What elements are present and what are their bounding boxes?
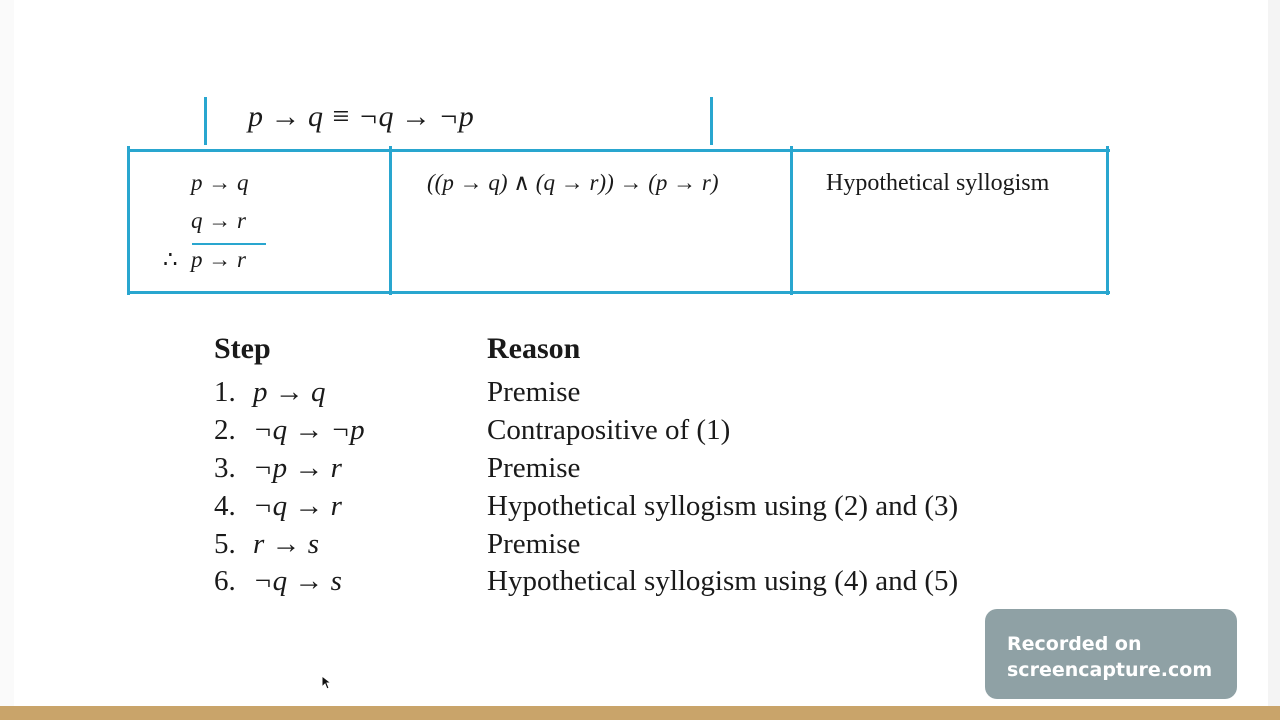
step-number: 3. (214, 452, 236, 484)
step-reason: Premise (487, 528, 581, 560)
recording-watermark (985, 609, 1237, 699)
therefore-symbol: ∴ (163, 247, 178, 272)
proof-row (0, 490, 1280, 528)
rule-premise-1: p → q (191, 170, 249, 195)
step-reason: Contrapositive of (1) (487, 414, 731, 446)
rule-premise-2: q → r (191, 208, 246, 233)
table-column-divider (389, 146, 392, 295)
step-column-header: Step (214, 332, 271, 365)
step-formula: p → q (253, 376, 326, 408)
step-formula: ¬q → r (253, 490, 342, 522)
step-formula: r → s (253, 528, 320, 560)
step-reason: Hypothetical syllogism using (4) and (5) (487, 565, 959, 597)
table-divider-top-right (710, 97, 713, 145)
proof-row (0, 565, 1280, 603)
rule-conclusion: p → r (191, 247, 246, 272)
rule-name: Hypothetical syllogism (826, 170, 1050, 196)
conclusion-rule-line (192, 243, 266, 245)
step-number: 1. (214, 376, 236, 408)
watermark-line-2: screencapture.com (1007, 659, 1213, 681)
proof-row (0, 528, 1280, 566)
watermark-line-1: Recorded on (1007, 633, 1142, 655)
step-number: 5. (214, 528, 236, 560)
step-reason: Premise (487, 376, 581, 408)
proof-row (0, 414, 1280, 452)
step-formula: ¬p → r (253, 452, 342, 484)
proof-row (0, 452, 1280, 490)
table-column-divider (790, 146, 793, 295)
step-reason: Premise (487, 452, 581, 484)
table-border-left (127, 146, 130, 295)
step-formula: ¬q → ¬p (253, 414, 365, 446)
step-reason: Hypothetical syllogism using (2) and (3) (487, 490, 959, 522)
bottom-bar (0, 706, 1280, 720)
step-formula: ¬q → s (253, 565, 342, 597)
step-number: 6. (214, 565, 236, 597)
mouse-pointer-icon (321, 675, 333, 691)
reason-column-header: Reason (487, 332, 581, 365)
step-number: 4. (214, 490, 236, 522)
step-number: 2. (214, 414, 236, 446)
proof-row (0, 376, 1280, 414)
table-border-right (1106, 146, 1109, 295)
contrapositive-equivalence: p → q ≡ ¬q → ¬p (248, 100, 474, 133)
table-divider-top-left (204, 97, 207, 145)
rule-tautology: ((p → q) ∧ (q → r)) → (p → r) (427, 170, 719, 195)
